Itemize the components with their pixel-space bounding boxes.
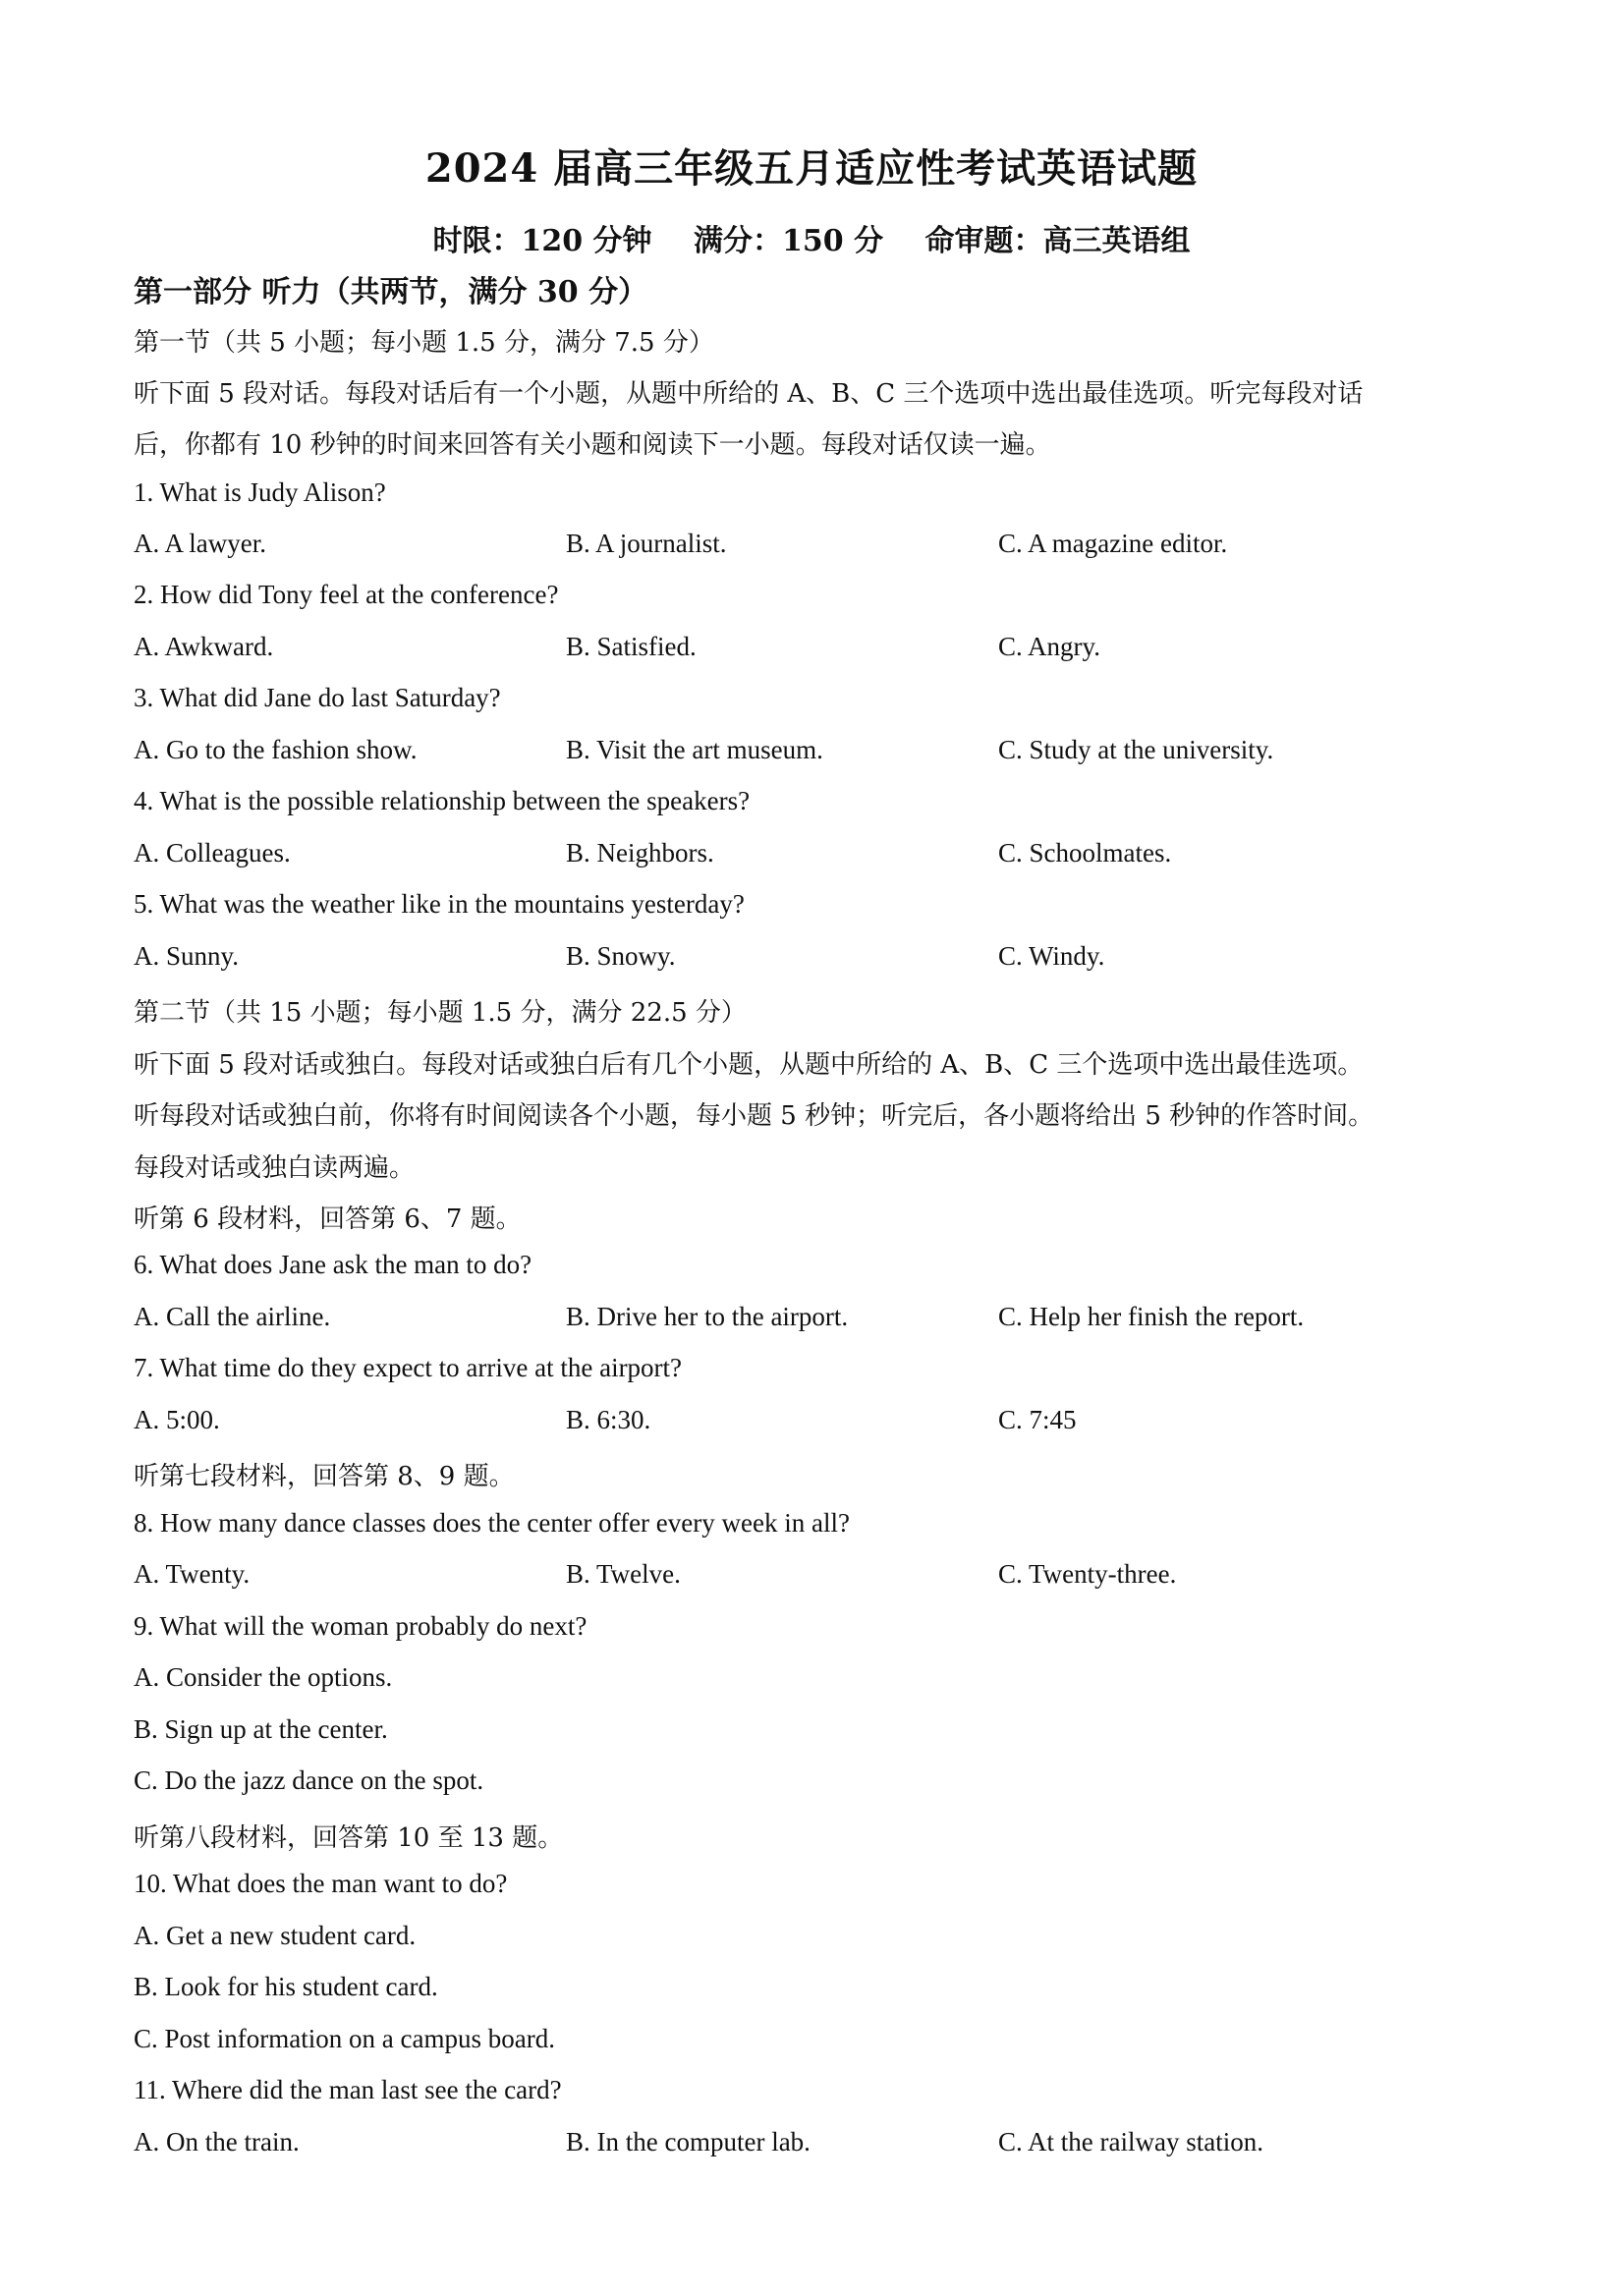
option-b: B. A journalist. bbox=[566, 529, 727, 558]
section2-heading: 第二节（共 15 小题；每小题 1.5 分，满分 22.5 分） bbox=[134, 998, 747, 1028]
section1-instructions-2: 后，你都有 10 秒钟的时间来回答有关小题和阅读下一小题。每段对话仅读一遍。 bbox=[134, 430, 1051, 460]
option-c: C. At the railway station. bbox=[998, 2127, 1263, 2156]
full-score: 满分：150 分 bbox=[694, 224, 884, 258]
section2-instructions-3: 每段对话或独白读两遍。 bbox=[134, 1153, 416, 1183]
section2-instructions-2: 听每段对话或独白前，你将有时间阅读各个小题，每小题 5 秒钟；听完后，各小题将给出 5 秒钟的作答时间。 bbox=[134, 1101, 1374, 1131]
option-b: B. Neighbors. bbox=[566, 838, 714, 868]
question-10-option-c: C. Post information on a campus board. bbox=[134, 2024, 555, 2053]
question-9: 9. What will the woman probably do next? bbox=[134, 1611, 588, 1641]
section1-instructions-1: 听下面 5 段对话。每段对话后有一个小题，从题中所给的 A、B、C 三个选项中选出最佳选项。听完每段对话 bbox=[134, 379, 1364, 409]
question-4: 4. What is the possible relationship between the speakers? bbox=[134, 786, 751, 815]
option-c: C. 7:45 bbox=[998, 1405, 1077, 1434]
question-5: 5. What was the weather like in the mountains yesterday? bbox=[134, 889, 745, 919]
option-a: A. Go to the fashion show. bbox=[134, 735, 418, 764]
question-7: 7. What time do they expect to arrive at the airport? bbox=[134, 1353, 683, 1382]
question-3-options bbox=[134, 735, 1509, 774]
option-c: C. Study at the university. bbox=[998, 735, 1274, 764]
option-b: B. Visit the art museum. bbox=[566, 735, 823, 764]
option-a: A. 5:00. bbox=[134, 1405, 220, 1434]
section1-heading: 第一节（共 5 小题；每小题 1.5 分，满分 7.5 分） bbox=[134, 328, 714, 358]
option-a: A. Sunny. bbox=[134, 941, 240, 971]
option-a: A. Twenty. bbox=[134, 1559, 251, 1589]
option-a: A. On the train. bbox=[134, 2127, 300, 2156]
question-10-option-a: A. Get a new student card. bbox=[134, 1921, 417, 1950]
question-8-options bbox=[134, 1559, 1509, 1598]
material-7-note: 听第七段材料，回答第 8、9 题。 bbox=[134, 1462, 515, 1491]
question-3: 3. What did Jane do last Saturday? bbox=[134, 683, 501, 712]
material-6-note: 听第 6 段材料，回答第 6、7 题。 bbox=[134, 1204, 522, 1234]
question-9-option-c: C. Do the jazz dance on the spot. bbox=[134, 1765, 484, 1795]
option-a: A. Call the airline. bbox=[134, 1302, 331, 1331]
question-10: 10. What does the man want to do? bbox=[134, 1869, 508, 1898]
option-c: C. Twenty-three. bbox=[998, 1559, 1177, 1589]
option-c: C. Windy. bbox=[998, 941, 1105, 971]
question-7-options bbox=[134, 1405, 1509, 1444]
setter: 命审题：高三英语组 bbox=[924, 224, 1191, 258]
option-a: A. Colleagues. bbox=[134, 838, 291, 868]
question-2-options bbox=[134, 632, 1509, 671]
option-b: B. Drive her to the airport. bbox=[566, 1302, 849, 1331]
question-6: 6. What does Jane ask the man to do? bbox=[134, 1250, 532, 1279]
question-9-option-b: B. Sign up at the center. bbox=[134, 1714, 388, 1744]
question-10-option-b: B. Look for his student card. bbox=[134, 1972, 438, 2001]
option-b: B. 6:30. bbox=[566, 1405, 651, 1434]
question-2: 2. How did Tony feel at the conference? bbox=[134, 580, 559, 609]
question-1-options bbox=[134, 529, 1509, 568]
section2-instructions-1: 听下面 5 段对话或独白。每段对话或独白后有几个小题，从题中所给的 A、B、C 三个选项中选出最佳选项。 bbox=[134, 1050, 1364, 1080]
question-1: 1. What is Judy Alison? bbox=[134, 477, 386, 507]
question-11: 11. Where did the man last see the card? bbox=[134, 2075, 562, 2104]
option-a: A. Awkward. bbox=[134, 632, 274, 661]
question-9-option-a: A. Consider the options. bbox=[134, 1662, 393, 1692]
time-limit: 时限：120 分钟 bbox=[432, 224, 652, 258]
question-11-options bbox=[134, 2127, 1509, 2166]
option-b: B. Satisfied. bbox=[566, 632, 697, 661]
part1-heading: 第一部分 听力（共两节，满分 30 分） bbox=[134, 275, 648, 309]
option-b: B. In the computer lab. bbox=[566, 2127, 811, 2156]
question-8: 8. How many dance classes does the center offer every week in all? bbox=[134, 1508, 850, 1538]
option-b: B. Snowy. bbox=[566, 941, 676, 971]
exam-title: 2024 届高三年级五月适应性考试英语试题 bbox=[424, 145, 1199, 192]
question-5-options bbox=[134, 941, 1509, 980]
material-8-note: 听第八段材料，回答第 10 至 13 题。 bbox=[134, 1823, 564, 1853]
option-b: B. Twelve. bbox=[566, 1559, 681, 1589]
option-a: A. A lawyer. bbox=[134, 529, 266, 558]
question-4-options bbox=[134, 838, 1509, 877]
option-c: C. Schoolmates. bbox=[998, 838, 1172, 868]
exam-info bbox=[0, 216, 1623, 259]
option-c: C. Help her finish the report. bbox=[998, 1302, 1305, 1331]
option-c: C. A magazine editor. bbox=[998, 529, 1228, 558]
option-c: C. Angry. bbox=[998, 632, 1101, 661]
question-6-options bbox=[134, 1302, 1509, 1341]
